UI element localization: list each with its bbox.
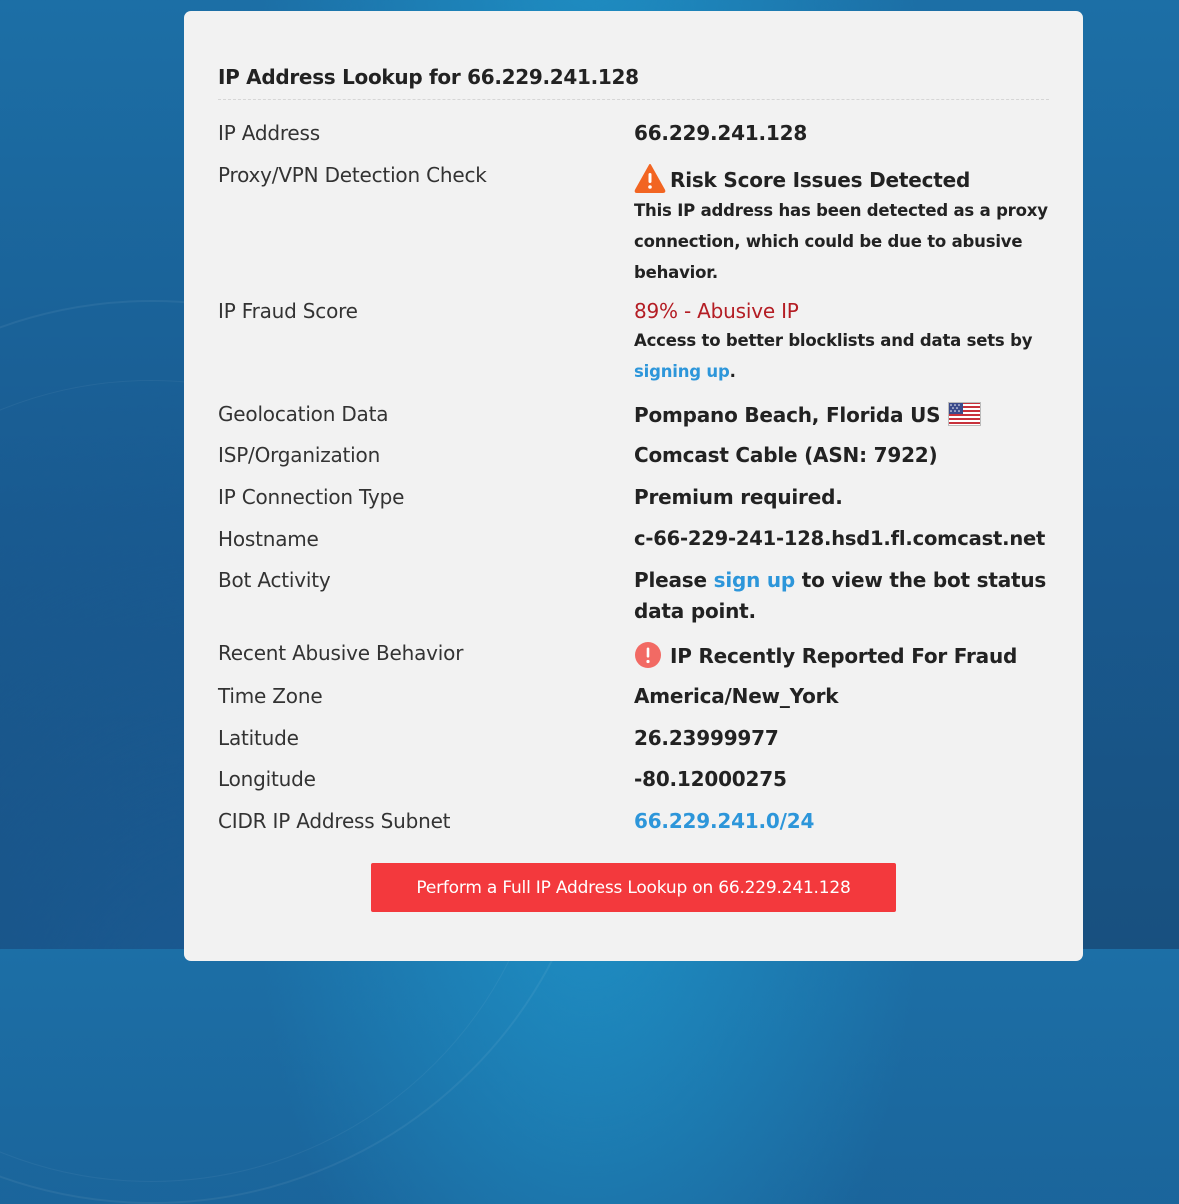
fraud-score-text: 89% - Abusive IP	[634, 299, 799, 323]
cidr-value	[634, 809, 1054, 833]
proxy-status-text: Risk Score Issues Detected	[670, 168, 971, 192]
row-label: Longitude	[218, 767, 316, 791]
proxy-detail-text: This IP address has been detected as a proxy connection, which could be due to abusive behavior.	[634, 201, 1048, 282]
fraud-detail-text	[634, 325, 1054, 387]
sign-up-link[interactable]: sign up	[713, 568, 796, 592]
card-title: IP Address Lookup for 66.229.241.128	[218, 65, 639, 89]
isp-value: Comcast Cable (ASN: 7922)	[634, 443, 938, 467]
fraud-detail-prefix: Access to better blocklists and data sets by	[634, 331, 1033, 350]
alert-circle-icon	[634, 641, 662, 669]
bot-suffix: to view the bot status data point.	[634, 568, 1047, 623]
row-label: Recent Abusive Behavior	[218, 641, 464, 665]
time-zone-value: America/New_York	[634, 684, 839, 708]
row-label: Proxy/VPN Detection Check	[218, 163, 487, 187]
row-label: CIDR IP Address Subnet	[218, 809, 451, 833]
us-flag-icon	[948, 402, 981, 431]
proxy-vpn-value	[634, 163, 1054, 288]
ip-address-value: 66.229.241.128	[634, 121, 808, 145]
abusive-behavior-text: IP Recently Reported For Fraud	[670, 644, 1018, 668]
row-label: IP Connection Type	[218, 485, 405, 509]
ip-lookup-card	[184, 11, 1083, 961]
bot-activity-value	[634, 565, 1049, 627]
row-label: IP Fraud Score	[218, 299, 358, 323]
row-label: Geolocation Data	[218, 402, 389, 426]
fraud-score-value	[634, 299, 1054, 387]
warning-triangle-icon	[634, 163, 666, 193]
fraud-detail-suffix: .	[729, 362, 736, 381]
row-label: IP Address	[218, 121, 320, 145]
abusive-behavior-value	[634, 641, 1054, 669]
row-label: Latitude	[218, 726, 299, 750]
geolocation-value	[634, 402, 1054, 431]
row-label: Bot Activity	[218, 568, 331, 592]
row-label: Time Zone	[218, 684, 323, 708]
divider	[218, 99, 1049, 100]
bot-prefix: Please	[634, 568, 714, 592]
row-label: Hostname	[218, 527, 319, 551]
cidr-subnet-link[interactable]: 66.229.241.0/24	[634, 809, 815, 833]
geolocation-text: Pompano Beach, Florida US	[634, 403, 941, 427]
signing-up-link[interactable]: signing up	[634, 362, 730, 381]
connection-type-value: Premium required.	[634, 485, 843, 509]
latitude-value: 26.23999977	[634, 726, 779, 750]
longitude-value: -80.12000275	[634, 767, 787, 791]
full-lookup-button[interactable]: Perform a Full IP Address Lookup on 66.229.241.128	[371, 863, 896, 912]
row-label: ISP/Organization	[218, 443, 381, 467]
hostname-value: c-66-229-241-128.hsd1.fl.comcast.net	[634, 527, 1046, 550]
